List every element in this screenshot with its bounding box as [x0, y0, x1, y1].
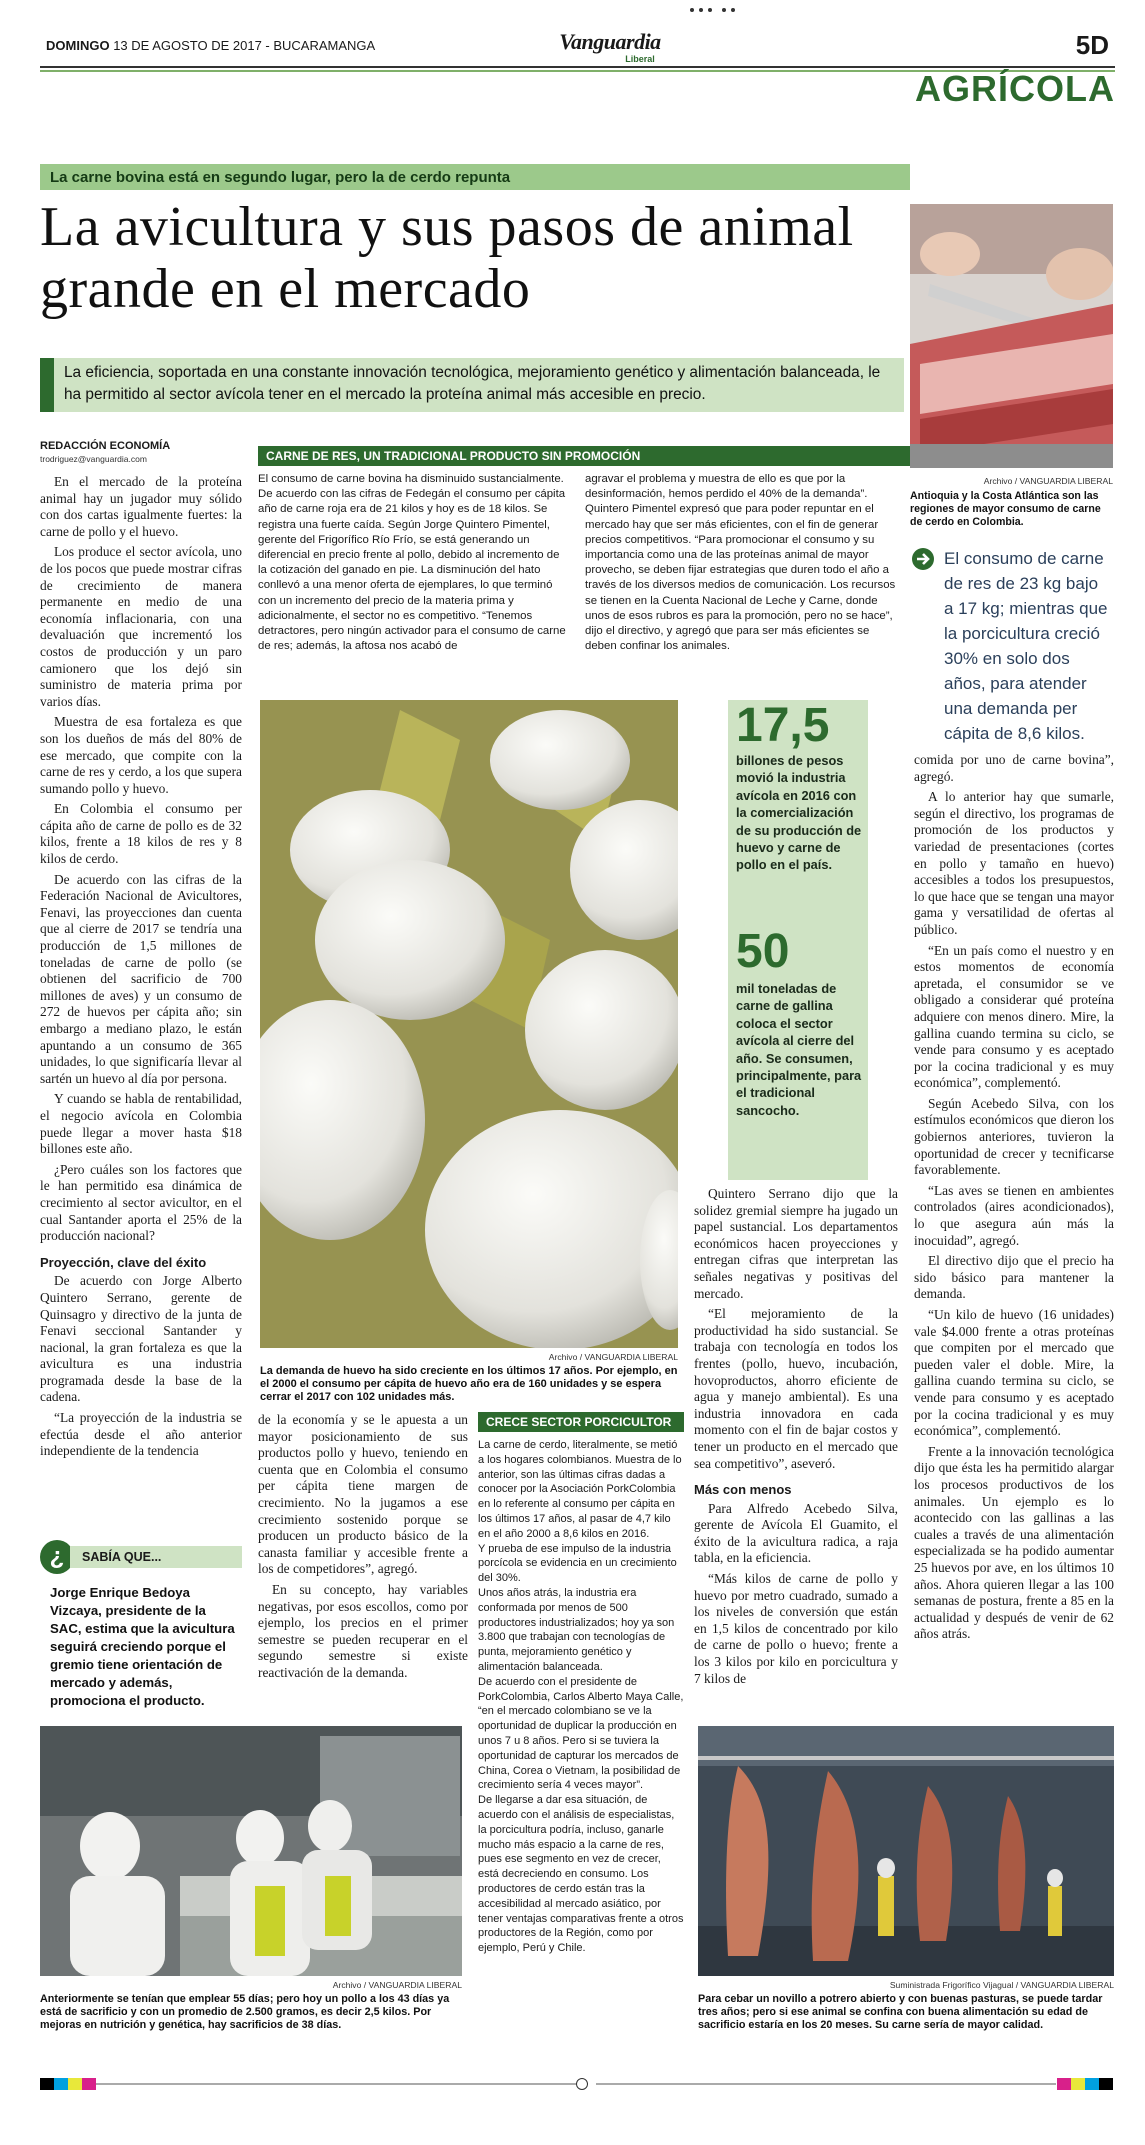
- printer-marks-top: [690, 8, 750, 14]
- cerdo-box: [478, 1412, 684, 1956]
- paragraph: Y cuando se habla de rentabilidad, el negocio avícola en Colombia puede llegar a mover hasta $18 billones este año.: [40, 1091, 242, 1157]
- paragraph: A lo anterior hay que sumarle, según el directivo, los programas de promoción de los productos y variedad de presentaciones (cortes en pollo y tamaño en huevo) accesibles a todos los presupuestos, lo que hace que se tengan una mayor gama y versatilidad de ofertas al público.: [914, 789, 1114, 937]
- paragraph: “Más kilos de carne de pollo y huevo por metro cuadrado, sumado a los niveles de conversión que están en 1,5 kilos de concentrado por kilo de carne de pollo o huevo; frente a los 3 kilos por kilo en porcicultura y 7 kilos de: [694, 1571, 898, 1686]
- sabia-que-box: [40, 1540, 242, 1708]
- eggs-photo-credit: Archivo / VANGUARDIA LIBERAL: [548, 1352, 678, 1362]
- plant-photo-credit: Archivo / VANGUARDIA LIBERAL: [332, 1980, 462, 1990]
- carcass-photo-caption: Para cebar un novillo a potrero abierto y con buenas pasturas, se puede tardar tres años; pero si ese animal se confina con buena alimentación su edad de sacrificio estaría en los 20 meses. Su carne sería de mayor calidad.: [698, 1993, 1103, 2031]
- headline: La avicultura y sus pasos de animal grande en el mercado: [40, 196, 854, 320]
- processing-plant-photo: [40, 1726, 462, 1976]
- paragraph: Muestra de esa fortaleza es que son los dueños de más del 80% de ese mercado, que compite con la carne de res y cerdo, a los que supera sumando pollo y huevo.: [40, 714, 242, 796]
- eggs-photo-caption: La demanda de huevo ha sido creciente en los últimos 17 años. Por ejemplo, en el 2000 el consumo per cápita de huevo año era de 160 unidades y se espera cerrar el 2017 con 102 unidades más.: [260, 1365, 678, 1403]
- paragraph: El directivo dijo que el precio ha sido básico para mantener la demanda.: [914, 1253, 1114, 1302]
- article-column-2: [258, 1412, 468, 1686]
- meat-photo-credit: Archivo / VANGUARDIA LIBERAL: [983, 476, 1113, 486]
- lead-box: [40, 358, 904, 412]
- arrow-right-icon: [912, 548, 934, 570]
- paragraph: De llegarse a dar esa situación, de acuerdo con el análisis de especialistas, la porcicultura podría, incluso, ganarle mucho más espacio a la carne de res, pues ese segmento en vez de crecer, está decreciendo en consumo. Los productores de cerdo están tras la accesibilidad al mercado asiático, por tener ventajas comparativas frente a otros productores de la Región, como por ejemplo, Perú y Chile.: [478, 1794, 684, 1955]
- paragraph: “El mejoramiento de la productividad ha sido sustancial. Se trabaja con tecnología en todos los frentes (pollo, huevo, incubación, hovoproductos, ahorro eficiente de agua y manejo ambiental). Es una industria innovadora en cada momento con el fin de bajar costos y tener un producto en el mercado que sea competitivo”, aseveró.: [694, 1306, 898, 1471]
- paragraph: Y prueba de ese impulso de la industria porcícola se evidencia en un crecimiento del 30%.: [478, 1542, 677, 1585]
- sabia-que-body: Jorge Enrique Bedoya Vizcaya, presidente de la SAC, estima que la avicultura seguirá creciendo porque el gremio tiene orientación de mercado y además, promociona el producto.: [50, 1585, 235, 1708]
- page-number: 5D: [1075, 30, 1109, 60]
- newspaper-logo: [520, 30, 700, 64]
- masthead: [40, 30, 1115, 68]
- article-column-1: [40, 474, 242, 1464]
- paragraph: En Colombia el consumo per cápita año de carne de pollo es de 32 kilos, frente a 18 kilos de res y 8 kilos de cerdo.: [40, 801, 242, 867]
- carcass-photo-credit: Suministrada Frigorífico Vijagual / VANGUARDIA LIBERAL: [889, 1980, 1114, 1990]
- registration-target-icon: [576, 2078, 588, 2090]
- paragraph: “La proyección de la industria se efectúa desde el año anterior independiente de la tendencia: [40, 1410, 242, 1459]
- paragraph: De acuerdo con el presidente de PorkColombia, Carlos Alberto Maya Calle, “en el mercado colombiano se ve la oportunidad de duplicar la producción en unos 7 u 8 años. Pero si se tuviera la oportunidad de capturar los mercados de China, Corea o Vietnam, la posibilidad de crecimiento sería 4 veces mayor”.: [478, 1675, 684, 1792]
- paragraph: Según Acebedo Silva, con los estímulos económicos que dieron los gobiernos anteriores, tuvieron la oportunidad de crecer y tecnificarse favorablemente.: [914, 1095, 1114, 1178]
- meat-photo-caption: Antioquia y la Costa Atlántica son las regiones de mayor consumo de carne de cerdo en Colombia.: [910, 490, 1101, 528]
- meat-photo: [910, 204, 1113, 468]
- plant-photo-caption: Anteriormente se tenían que emplear 55 días; pero hoy un pollo a los 43 días ya está de sacrificio y con un promedio de 2.500 gramos, es decir 2,5 kilos. Por mejoras en nutrición y genética, hay sacrificios de 38 días.: [40, 1993, 450, 2031]
- date-day: DOMINGO: [46, 38, 110, 53]
- lead-text: La eficiencia, soportada en una constante innovación tecnológica, mejoramiento genético y alimentación balanceada, le ha permitido al sector avícola tener en el mercado la proteína animal más accesible en precio.: [64, 364, 881, 403]
- res-box-col-b: agravar el problema y muestra de ello es que por la desinformación, hemos perdido el 40% de la demanda”. Quintero Pimentel expresó que para poder repuntar en el mercado hay que ser más eficientes, con el fin de generar precios competitivos. “Para promocionar el consumo y su importancia como una de las proteínas animal de mayor provecho, se deben fijar estrategias que duren todo el año a través de los diversos medios de comunicación. Los recursos se tienen en la Cuenta Nacional de Leche y Carne, donde unos de esos rubros es para la promoción, pero no se hace”, dijo el directivo, y agregó que para ser más eficientes se deben confinar los animales.: [585, 473, 896, 653]
- section-title: AGRÍCOLA: [915, 68, 1115, 109]
- stat-text: billones de pesos movió la industria avícola en 2016 con la comercialización de su producción de huevo y carne de pollo en el país.: [736, 753, 862, 873]
- stat-text: mil toneladas de carne de gallina coloca el sector avícola al cierre del año. Se consumen, principalmente, para el tradicional sancocho.: [736, 981, 862, 1118]
- stat-number: 50: [736, 925, 790, 978]
- stats-box: [728, 700, 868, 1180]
- date-rest: 13 DE AGOSTO DE 2017 - BUCARAMANGA: [113, 38, 376, 53]
- printer-color-bar: [40, 2078, 1115, 2090]
- kicker-bar: [40, 164, 910, 190]
- byline-email: trodriguez@vanguardia.com: [40, 454, 147, 464]
- paragraph: “Un kilo de huevo (16 unidades) vale $4.000 frente a otras proteínas que compiten por el mercado que pueden valer el doble. Mire, la gallina cuando termina su ciclo, se vende para consumo y es aceptado por la cocina tradicional y es muy económica”, complementó.: [914, 1307, 1114, 1439]
- paragraph: En el mercado de la proteína animal hay un jugador muy sólido con dos cartas igualmente fuertes: la carne de pollo y el huevo.: [40, 474, 242, 539]
- paragraph: Frente a la innovación tecnológica dijo que ésta les ha permitido alargar los procesos productivos de los animales. Un ejemplo es lo acontecido con las gallinas a las cuales a través de una alimentación especializada se ha podido aumentar 25 huevos por ave, en los últimos 10 años. Ahora quieren llegar a las 100 semanas de postura, frente a 85 en la actualidad y después de venir de 62 años atrás.: [914, 1443, 1114, 1642]
- paragraph: De acuerdo con las cifras de la Federación Nacional de Avicultores, Fenavi, las proyecciones dan cuenta que al cierre de 2017 se tendría una producción de 1,5 millones de toneladas de carne de pollo (se obtienen del sacrificio de 700 millones de aves) y un consumo de 272 de huevos per cápita año; sin embargo a mediano plazo, le están apuntando a un consumo de 365 unidades, lo que significaría llevar al sartén un huevo al día por persona.: [40, 871, 242, 1086]
- subhead-proyeccion: Proyección, clave del éxito: [40, 1254, 207, 1270]
- res-box-col-a: El consumo de carne bovina ha disminuido sustancialmente. De acuerdo con las cifras de Fedegán el consumo per cápita año de carne roja era de 21 kilos y hoy es de 18 kilos. Se registra una fuerte caída. Según Jorge Quintero Pimentel, gerente del Frigorífico Río Frío, se está generando un diferencial en precio frente al pollo, debido al incremento de la cotización del ganado en pie. La disminución del hato conllevó a una menor oferta de ejemplares, lo que terminó con un incremento del precio de la materia prima y adicionalmente, el sector no es competitivo. “Tenemos detractores, pero ningún activador para el consumo de carne de res; además, la aftosa nos acabó de: [258, 473, 566, 653]
- paragraph: “En un país como el nuestro y en estos momentos de economía apretada, el consumidor se ve obligado a considerar qué proteína adquiere con menos dinero. Mire, la gallina cuando termina su ciclo, se vende para consumo y es aceptado por la cocina tradicional y es muy económica”, complementó.: [914, 942, 1114, 1091]
- paragraph: Para Alfredo Acebedo Silva, gerente de Avícola El Guamito, el éxito de la avicultura radica, a raja tabla, en la eficiencia.: [694, 1500, 898, 1566]
- paragraph: Quintero Serrano dijo que la solidez gremial siempre ha jugado un papel sustancial. Los departamentos económicos hacen proyecciones y entregan cifras que interpretan las señales negativas y positivas del mercado.: [694, 1186, 898, 1301]
- paragraph: de la economía y se le apuesta a un mayor posicionamiento de sus productos pollo y huevo, teniendo en cuenta que en Colombia el consumo per cápita tiene margen de crecimiento. No la jugamos a ese crecimiento sostenido porque se producen un producto básico de la canasta familiar y accesible frente a los de competidores”, agregó.: [258, 1412, 468, 1577]
- subhead-mas-con-menos: Más con menos: [694, 1482, 792, 1498]
- sabia-que-title: SABÍA QUE...: [70, 1546, 242, 1568]
- paragraph: En su concepto, hay variables negativas, por esos escollos, como por ejemplo, los precios en el primer semestre se pueden recuperar en el segundo semestre si existe reactivación de la demanda.: [258, 1581, 468, 1680]
- logo-main: Vanguardia: [559, 29, 661, 54]
- cerdo-box-body: [478, 1438, 684, 1956]
- eggs-photo: [260, 700, 678, 1348]
- paragraph: comida por uno de carne bovina”, agregó.: [914, 752, 1114, 784]
- col1-body: [40, 474, 242, 1245]
- paragraph: La carne de cerdo, literalmente, se metió a los hogares colombianos. Muestra de lo anterior, son las últimas cifras dadas a conocer por la Asociación PorkColombia en lo referente al consumo per cápita en los últimos 17 años, al pasar de 4,7 kilo en el año 2000 a 8,6 kilos en 2016.: [478, 1439, 682, 1540]
- article-column-4: [694, 1186, 898, 1691]
- logo-sub: Liberal: [625, 54, 655, 64]
- paragraph: ¿Pero cuáles son los factores que le han permitido esa dinámica de crecimiento al sector avicultor, en el cual Santander aporta el 25% de la producción nacional?: [40, 1161, 242, 1244]
- question-mark-icon: ¿: [40, 1540, 74, 1574]
- cerdo-box-title: CRECE SECTOR PORCICULTOR: [478, 1412, 684, 1432]
- paragraph: Unos años atrás, la industria era conformada por menos de 500 productores industrializados; hoy ya son 3.800 que trabajan con tecnologías de punta, mejoramiento genético y alimentación balanceada.: [478, 1586, 675, 1673]
- pullquote-text: El consumo de carne de res de 23 kg bajo a 17 kg; mientras que la porcicultura creció 30% en solo dos años, para atender una demanda per cápita de 8,6 kilos.: [944, 549, 1108, 743]
- paragraph: Los produce el sector avícola, uno de los pocos que puede mostrar cifras de crecimiento de manera permanente en medio de una economía inflacionaria, con una devaluación que incrementó los costos de producción y un paro camionero que los dejó sin suministro de materia prima por varios días.: [40, 544, 242, 709]
- article-column-5: [914, 752, 1114, 1647]
- carcass-photo: [698, 1726, 1114, 1976]
- stat-number: 17,5: [736, 699, 830, 752]
- kicker: La carne bovina está en segundo lugar, pero la de cerdo repunta: [50, 169, 511, 186]
- paragraph: “Las aves se tienen en ambientes controlados (aires acondicionados), lo que asegura aún más la inocuidad”, agregó.: [914, 1182, 1114, 1248]
- res-box-title: CARNE DE RES, UN TRADICIONAL PRODUCTO SIN PROMOCIÓN: [258, 446, 910, 466]
- paragraph: De acuerdo con Jorge Alberto Quintero Serrano, gerente de Quinsagro y directivo de la junta de Fenavi seccional Santander y nacional, la gran fortaleza es que la avicultura es una industria programada desde la base de la cadena.: [40, 1273, 242, 1405]
- dateline: [46, 38, 375, 53]
- byline-name: REDACCIÓN ECONOMÍA: [40, 440, 171, 452]
